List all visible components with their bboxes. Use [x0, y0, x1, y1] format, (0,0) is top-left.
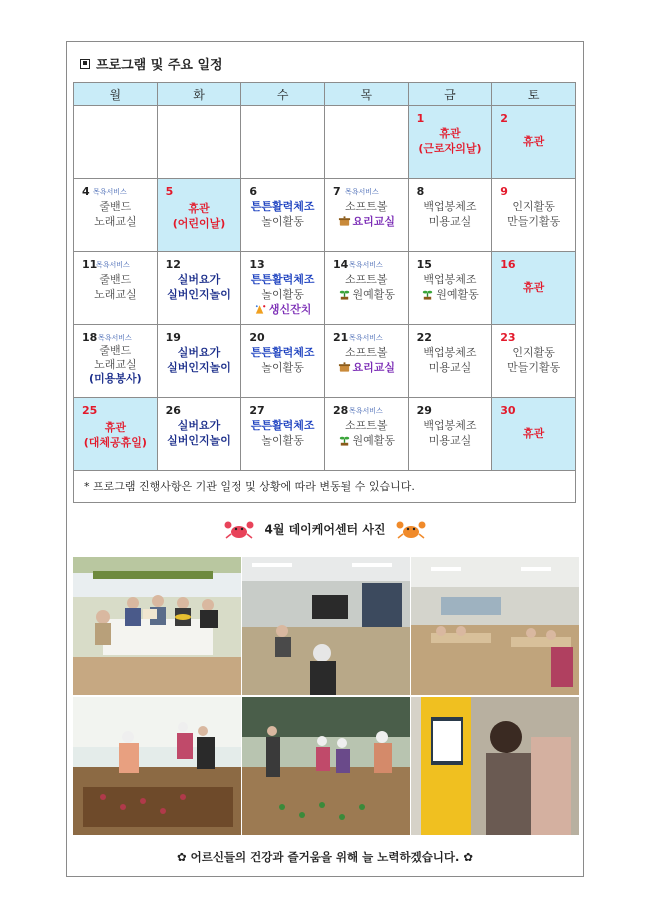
calendar-week — [74, 106, 576, 179]
program-label: 소프트볼 — [345, 346, 388, 359]
day-cell — [324, 325, 408, 398]
empty-day — [74, 106, 158, 179]
program-label: 놀이활동 — [261, 361, 304, 374]
day-number: 22 — [416, 331, 432, 344]
program-label: 줄밴드 — [99, 273, 132, 286]
program-label: 실버요가 — [177, 346, 221, 359]
program-label: 줄밴드 — [99, 344, 132, 357]
bath-service-tag: 목욕서비스 — [93, 188, 127, 196]
footer-message: ✿ 어르신들의 건강과 즐거움을 위해 늘 노력하겠습니다. ✿ — [176, 850, 474, 864]
day-number: 26 — [165, 404, 181, 417]
holiday-label: 휴관 — [188, 202, 210, 215]
sprout-icon — [338, 288, 351, 300]
day-cell — [408, 252, 492, 325]
day-number: 28 — [332, 404, 349, 417]
schedule-note: * 프로그램 진행사항은 기관 일정 및 상황에 따라 변동될 수 있습니다. — [73, 469, 576, 503]
calendar-week — [74, 398, 576, 471]
bath-service-tag: 목욕서비스 — [348, 261, 383, 269]
program-label: 백업봉체조 — [423, 200, 477, 213]
day-cell — [241, 398, 325, 471]
weekday-tue: 화 — [157, 83, 241, 106]
program-label: 인지활동 — [512, 346, 555, 359]
program-label: 소프트볼 — [345, 273, 388, 286]
photo-kiosk-training — [411, 697, 579, 835]
weekday-wed: 수 — [241, 83, 325, 106]
bath-service-tag: 목욕서비스 — [348, 334, 383, 342]
program-label: 미용교실 — [428, 434, 472, 447]
day-cell — [157, 325, 241, 398]
calendar-week — [74, 325, 576, 398]
day-number: 14 — [332, 258, 349, 271]
day-number: 7 — [332, 185, 341, 198]
photo-gallery — [73, 557, 579, 835]
program-label: 미용교실 — [428, 215, 472, 228]
program-label: 소프트볼 — [345, 419, 388, 432]
photo-classroom — [242, 557, 410, 695]
program-label: 놀이활동 — [261, 288, 304, 301]
cooking-pot-icon — [338, 361, 351, 373]
day-cell — [492, 325, 576, 398]
bath-service-tag: 목욕서비스 — [348, 407, 383, 415]
program-label: 노래교실 — [94, 288, 137, 301]
program-label: 노래교실 — [94, 215, 137, 228]
program-label: 튼튼활력체조 — [250, 346, 315, 359]
calendar-week — [74, 179, 576, 252]
holiday-label: 휴관 — [439, 127, 461, 140]
day-number: 8 — [416, 185, 425, 198]
schedule-calendar — [73, 82, 576, 471]
day-number: 27 — [249, 404, 265, 417]
weekday-thu: 목 — [324, 83, 408, 106]
empty-day — [324, 106, 408, 179]
empty-day — [157, 106, 241, 179]
calendar-week — [74, 252, 576, 325]
photo-gardening-1 — [73, 697, 241, 835]
photo-activity-hall — [411, 557, 579, 695]
day-cell — [492, 398, 576, 471]
program-label: 백업봉체조 — [423, 273, 477, 286]
day-number: 9 — [500, 185, 508, 198]
day-number: 23 — [500, 331, 516, 344]
day-cell — [408, 325, 492, 398]
weekday-fri: 금 — [408, 83, 492, 106]
holiday-reason: (근로자의날) — [418, 142, 482, 155]
day-cell — [492, 106, 576, 179]
program-label: 원예활동 — [436, 288, 479, 301]
day-cell — [408, 179, 492, 252]
day-number: 29 — [416, 404, 432, 417]
photo-section-title — [0, 519, 650, 541]
day-cell — [324, 179, 408, 252]
day-number: 11 — [82, 258, 98, 271]
holiday-label: 휴관 — [523, 281, 545, 294]
cooking-pot-icon — [338, 215, 351, 227]
day-number: 21 — [332, 331, 349, 344]
day-number: 2 — [500, 112, 508, 125]
weekday-header-row — [74, 83, 576, 106]
day-cell — [492, 252, 576, 325]
day-number: 20 — [249, 331, 265, 344]
day-cell — [492, 179, 576, 252]
photo-gardening-2 — [242, 697, 410, 835]
weekday-sat: 토 — [492, 83, 576, 106]
program-label: 원예활동 — [352, 288, 396, 301]
program-label: 줄밴드 — [99, 200, 132, 213]
weekday-mon: 월 — [74, 83, 158, 106]
holiday-label: 휴관 — [104, 421, 126, 434]
day-cell — [74, 252, 158, 325]
day-cell — [241, 179, 325, 252]
event-label: 생신잔치 — [268, 303, 312, 316]
section-title-text: 프로그램 및 주요 일정 — [96, 58, 223, 73]
program-label: 튼튼활력체조 — [250, 273, 315, 286]
bath-service-tag: 목욕서비스 — [96, 261, 130, 269]
holiday-label: 휴관 — [523, 427, 545, 440]
day-number: 12 — [165, 258, 181, 271]
party-icon — [254, 303, 267, 315]
crab-icon — [224, 519, 254, 541]
program-label: 백업봉체조 — [423, 419, 477, 432]
day-cell — [324, 252, 408, 325]
program-label: 실버인지놀이 — [167, 434, 231, 447]
square-bullet-icon — [80, 59, 90, 69]
program-label: 실버요가 — [177, 419, 221, 432]
program-label: 놀이활동 — [261, 215, 304, 228]
day-number: 1 — [416, 112, 425, 125]
day-number: 13 — [249, 258, 265, 271]
program-label: 실버요가 — [177, 273, 221, 286]
day-number: 6 — [249, 185, 257, 198]
program-label: 요리교실 — [352, 215, 396, 228]
holiday-reason: (어린이날) — [172, 217, 226, 230]
program-label: 백업봉체조 — [423, 346, 477, 359]
program-label: 미용교실 — [428, 361, 472, 374]
program-label: 인지활동 — [512, 200, 555, 213]
day-number: 16 — [500, 258, 516, 271]
day-number: 18 — [82, 331, 98, 344]
sprout-icon — [338, 434, 351, 446]
program-label: 요리교실 — [352, 361, 396, 374]
bath-service-tag: 목욕서비스 — [98, 334, 132, 342]
day-number: 19 — [165, 331, 181, 344]
day-number: 4 — [82, 185, 90, 198]
day-cell — [157, 252, 241, 325]
day-number: 30 — [500, 404, 516, 417]
day-cell — [157, 179, 241, 252]
day-cell — [324, 398, 408, 471]
bath-service-tag: 목욕서비스 — [344, 188, 379, 196]
program-label: 튼튼활력체조 — [250, 419, 315, 432]
day-cell — [241, 325, 325, 398]
section-title — [80, 54, 223, 73]
day-cell — [157, 398, 241, 471]
day-cell — [241, 252, 325, 325]
event-label: (미용봉사) — [89, 372, 142, 385]
program-label: 실버인지놀이 — [167, 361, 231, 374]
day-number: 25 — [82, 404, 98, 417]
crab-icon — [396, 519, 426, 541]
day-cell — [74, 398, 158, 471]
day-cell — [74, 179, 158, 252]
empty-day — [241, 106, 325, 179]
day-number: 15 — [416, 258, 432, 271]
holiday-label: 휴관 — [523, 135, 545, 148]
day-number: 5 — [165, 185, 174, 198]
day-cell — [408, 398, 492, 471]
holiday-reason: (대체공휴일) — [83, 436, 147, 449]
sprout-icon — [421, 288, 434, 300]
program-label: 소프트볼 — [345, 200, 388, 213]
program-label: 실버인지놀이 — [167, 288, 231, 301]
program-label: 놀이활동 — [261, 434, 304, 447]
program-label: 만들기활동 — [507, 361, 561, 374]
day-cell — [74, 325, 158, 398]
program-label: 튼튼활력체조 — [250, 200, 315, 213]
day-cell — [408, 106, 492, 179]
photo-birthday-party — [73, 557, 241, 695]
photo-section-title-text: 4월 데이케어센터 사진 — [264, 522, 386, 537]
program-label: 노래교실 — [94, 358, 137, 371]
program-label: 만들기활동 — [507, 215, 561, 228]
program-label: 원예활동 — [352, 434, 396, 447]
